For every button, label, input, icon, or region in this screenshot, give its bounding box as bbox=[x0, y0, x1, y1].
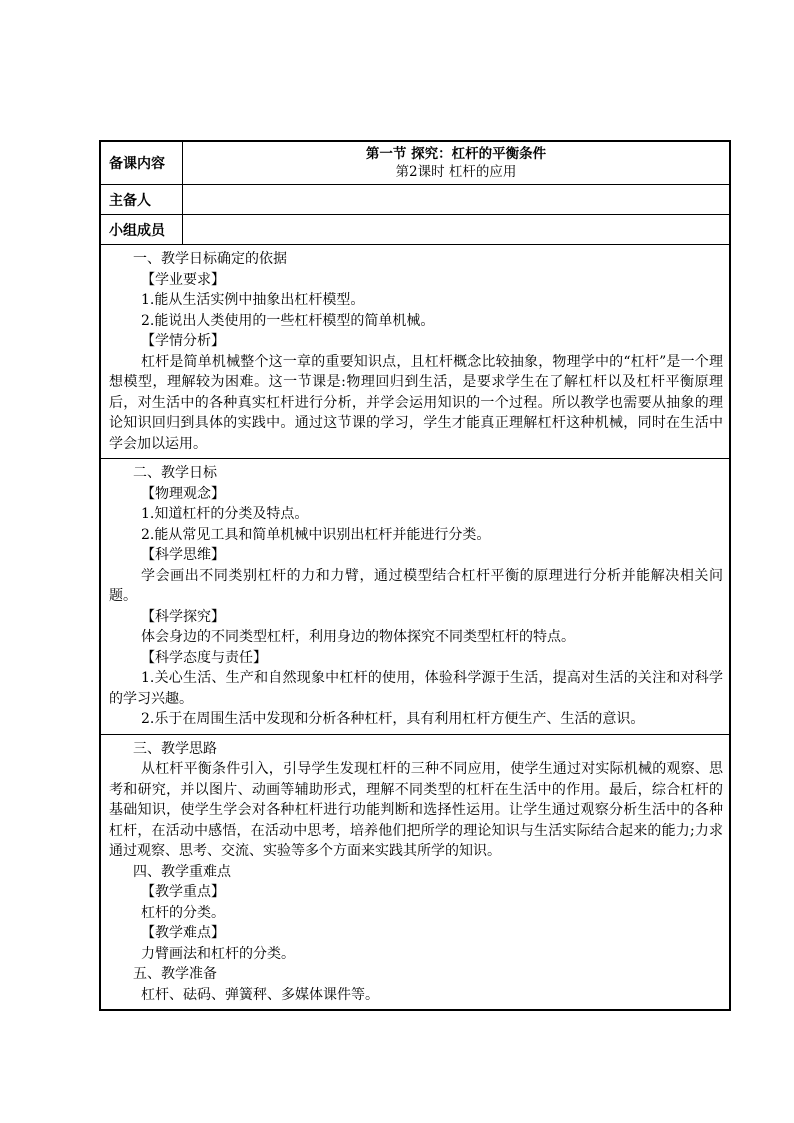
section5-text: 杠杆、砝码、弹簧秤、多媒体课件等。 bbox=[141, 986, 379, 1003]
section3-para: 从杠杆平衡条件引入，引导学生发现杠杆的三种不同应用，使学生通过对实际机械的观察、思考和研究，并以图片、动画等辅助形式，理解不同类型的杠杆在生活中的作用。最后，综合杠杆的基础知识，使学生学会对各种杠杆进行功能判断和选择性运用。让学生通过观察分析生活中的各种杠杆，在活动中感悟，在活动中思考，培养他们把所学的理论知识与生活实际结合起来的能力;力求通过观察、思考、交流、实验等多个方面来实践其所学的知识。 bbox=[109, 761, 723, 859]
section4-heading: 四、教学重难点 bbox=[133, 863, 231, 880]
section4-text2: 力臂画法和杠杆的分类。 bbox=[141, 945, 295, 962]
section4-sub1: 【教学重点】 bbox=[141, 884, 225, 900]
label-content: 备课内容 bbox=[101, 142, 183, 185]
section2-para1: 学会画出不同类别杠杆的力和力臂，通过模型结合杠杆平衡的原理进行分析并能解决相关问题。 bbox=[109, 567, 723, 604]
section2-sub3: 【科学探究】 bbox=[141, 608, 225, 625]
label-group: 小组成员 bbox=[101, 215, 183, 245]
section4-text1: 杠杆的分类。 bbox=[141, 904, 225, 921]
section2-sub4: 【科学态度与责任】 bbox=[141, 649, 267, 666]
section2-item2: 2.能从常见工具和简单机械中识别出杠杆并能进行分类。 bbox=[141, 526, 491, 543]
section-basis bbox=[101, 245, 730, 459]
section2-item4: 2.乐于在周围生活中发现和分析各种杠杆，具有利用杠杆方便生产、生活的意识。 bbox=[141, 711, 645, 727]
lead-value bbox=[183, 185, 730, 215]
section1-item2: 2.能说出人类使用的一些杠杆模型的简单机械。 bbox=[141, 312, 435, 329]
section1-sub2: 【学情分析】 bbox=[141, 333, 225, 349]
section2-sub2: 【科学思维】 bbox=[141, 547, 225, 563]
lesson-subtitle: 第2课时 杠杆的应用 bbox=[395, 164, 517, 180]
lesson-title: 第一节 探究：杠杆的平衡条件 bbox=[365, 146, 547, 162]
lesson-title-cell bbox=[183, 142, 730, 185]
section1-heading: 一、教学日标确定的依据 bbox=[133, 251, 287, 267]
section-approach bbox=[101, 734, 730, 1010]
section-objectives bbox=[101, 459, 730, 735]
section2-heading: 二、教学日标 bbox=[133, 465, 217, 481]
section1-para: 杠杆是简单机械整个这一章的重要知识点，且杠杆概念比较抽象，物理学中的“杠杆”是一个理想模型，理解较为困难。这一节课是:物理回归到生活，是要求学生在了解杠杆以及杠杆平衡原理后，对生活中的各种真实杠杆进行分析，并学会运用知识的一个过程。所以教学也需要从抽象的理论知识回归到具体的实践中。通过这节课的学习，学生才能真正理解杠杆这种机械，同时在生活中学会加以运用。 bbox=[109, 353, 723, 452]
section3-heading: 三、教学思路 bbox=[133, 740, 217, 757]
section2-para2: 体会身边的不同类型杠杆，利用身边的物体探究不同类型杠杆的特点。 bbox=[141, 629, 575, 645]
lesson-plan-table bbox=[99, 140, 731, 1011]
section1-sub1: 【学业要求】 bbox=[141, 271, 225, 288]
section2-item1: 1.知道杠杆的分类及特点。 bbox=[141, 506, 309, 522]
section1-item1: 1.能从生活实例中抽象出杠杆模型。 bbox=[141, 292, 365, 308]
label-lead: 主备人 bbox=[101, 185, 183, 215]
section5-heading: 五、教学准备 bbox=[133, 966, 217, 982]
section2-item3: 1.关心生活、生产和自然现象中杠杆的使用，体验科学源于生活，提高对生活的关注和对科学的学习兴趣。 bbox=[109, 670, 723, 707]
section2-sub1: 【物理观念】 bbox=[141, 485, 225, 502]
section4-sub2: 【教学难点】 bbox=[141, 925, 225, 941]
group-value bbox=[183, 215, 730, 245]
